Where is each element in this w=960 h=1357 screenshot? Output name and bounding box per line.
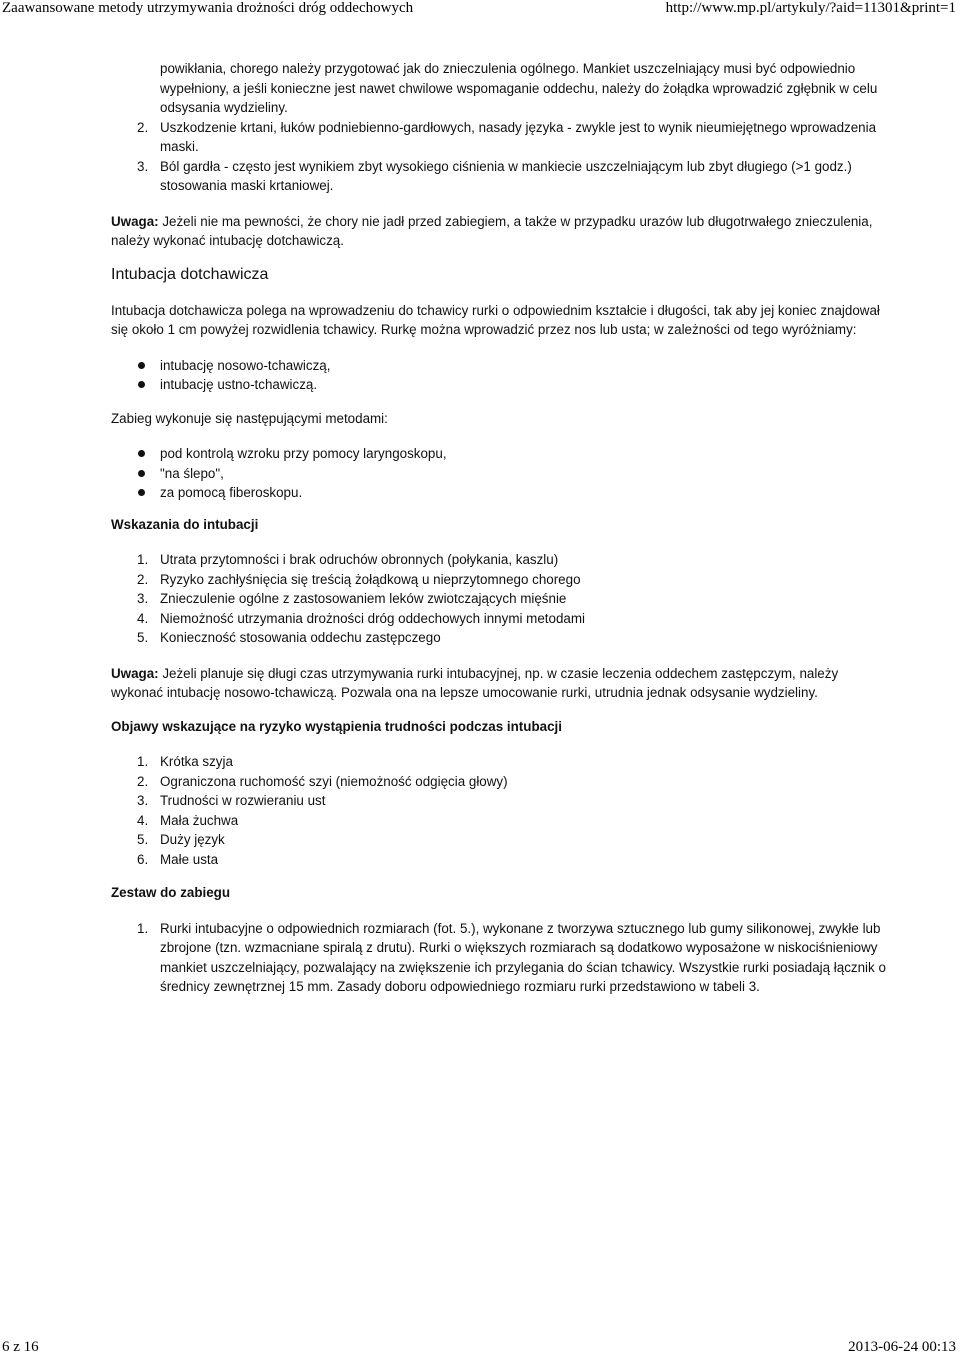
kit-list: [111, 919, 891, 997]
intro-paragraph: Intubacja dotchawicza polega na wprowadzeniu do tchawicy rurki o odpowiednim kształcie i długości, tak aby jej koniec znajdował się około 1 cm powyżej rozwidlenia tchawicy. Rurkę można wprowadzić przez nos lub usta; w zależności od tego wyróżniamy:: [111, 302, 880, 337]
list-item: 4. Mała żuchwa: [137, 812, 239, 828]
list-item: 1. Krótka szyja: [137, 754, 233, 769]
article-content: [111, 59, 891, 997]
list-item: intubację ustno-tchawiczą.: [111, 375, 891, 395]
print-footer: [0, 1339, 960, 1357]
list-item: intubację nosowo-tchawiczą,: [111, 356, 891, 376]
difficulty-list: [111, 752, 891, 869]
list-item: 2. Ograniczona ruchomość szyi (niemożność odgięcia głowy): [137, 773, 508, 789]
list-item: 3. Znieczulenie ogólne z zastosowaniem leków zwiotczających mięśnie: [137, 591, 567, 606]
list-item: 5. Konieczność stosowania oddechu zastępczego: [137, 630, 441, 645]
section-heading: Intubacja dotchawicza: [111, 265, 269, 283]
list-item: "na ślepo",: [111, 464, 891, 484]
indications-list: [111, 550, 891, 648]
difficulty-heading: Objawy wskazujące na ryzyko wystąpienia trudności podczas intubacji: [111, 718, 562, 734]
note-text: Jeżeli nie ma pewności, że chory nie jadł przed zabiegiem, a także w przypadku urazów lub długotrwałego znieczulenia, należy wykonać intubację dotchawiczą.: [111, 213, 873, 248]
indications-heading: Wskazania do intubacji: [111, 516, 259, 532]
note-paragraph: [111, 664, 891, 703]
list-item: 2. Ryzyko zachłyśnięcia się treścią żołądkową u nieprzytomnego chorego: [137, 571, 581, 587]
list-item: 3. Ból gardła - często jest wynikiem zbyt wysokiego ciśnienia w mankiecie uszczelniającym lub zbyt długiego (>1 godz.) stosowania maski krtaniowej.: [137, 158, 852, 193]
list-item: 1. Utrata przytomności i brak odruchów obronnych (połykania, kaszlu): [137, 552, 559, 567]
complications-list: [111, 59, 891, 196]
print-header: [0, 0, 960, 22]
note-label: Uwaga:: [111, 665, 159, 681]
list-item: powikłania, chorego należy przygotować jak do znieczulenia ogólnego. Mankiet uszczelniający musi być odpowiednio wypełniony, a jeśli konieczne jest nawet chwilowe wspomaganie oddechu, należy do żołądka wprowadzić zgłębnik w celu odsysania wydzieliny.: [160, 61, 878, 115]
list-item: za pomocą fiberoskopu.: [111, 483, 891, 503]
list-item: 1. Rurki intubacyjne o odpowiednich rozmiarach (fot. 5.), wykonane z tworzywa sztucznego lub gumy silikonowej, zwykłe lub zbrojone (tzn. wzmacniane spiralą z drutu). Rurki o większych rozmiarach są dodatkowo wyposażone w niskociśnieniowy mankiet uszczelniający, pozwalający na zwiększenie ich przylegania do ścian tchawicy. Wszystkie rurki posiadają łącznik o średnicy zewnętrznej 15 mm. Zasady doboru odpowiedniego rozmiaru rurki przedstawiono w tabeli 3.: [137, 920, 886, 994]
list-item: 3. Trudności w rozwieraniu ust: [137, 793, 326, 808]
page-number: 6 z 16: [2, 1339, 39, 1355]
methods-list: [111, 444, 891, 503]
kit-heading: Zestaw do zabiegu: [111, 885, 231, 900]
intubation-types-list: [111, 356, 891, 395]
list-item: 2. Uszkodzenie krtani, łuków podniebienno-gardłowych, nasady języka - zwykle jest to wynik nieumiejętnego wprowadzenia maski.: [137, 119, 877, 154]
list-item: 5. Duży język: [137, 832, 225, 847]
methods-intro: Zabieg wykonuje się następującymi metodami:: [111, 410, 388, 426]
list-item: 4. Niemożność utrzymania drożności dróg oddechowych innymi metodami: [137, 610, 585, 626]
list-item: pod kontrolą wzroku przy pomocy laryngoskopu,: [111, 444, 891, 464]
document-url: http://www.mp.pl/artykuly/?aid=11301&print=1: [665, 0, 956, 16]
note-text: Jeżeli planuje się długi czas utrzymywania rurki intubacyjnej, np. w czasie leczenia oddechem zastępczym, należy wykonać intubację nosowo-tchawiczą. Pozwala ona na lepsze umocowanie rurki, utrudnia jednak odsysanie wydzieliny.: [111, 665, 839, 700]
list-item: 6. Małe usta: [137, 851, 219, 867]
document-title: Zaawansowane metody utrzymywania drożności dróg oddechowych: [2, 0, 414, 16]
note-paragraph: [111, 212, 891, 251]
print-datetime: 2013-06-24 00:13: [848, 1339, 956, 1355]
note-label: Uwaga:: [111, 213, 159, 229]
